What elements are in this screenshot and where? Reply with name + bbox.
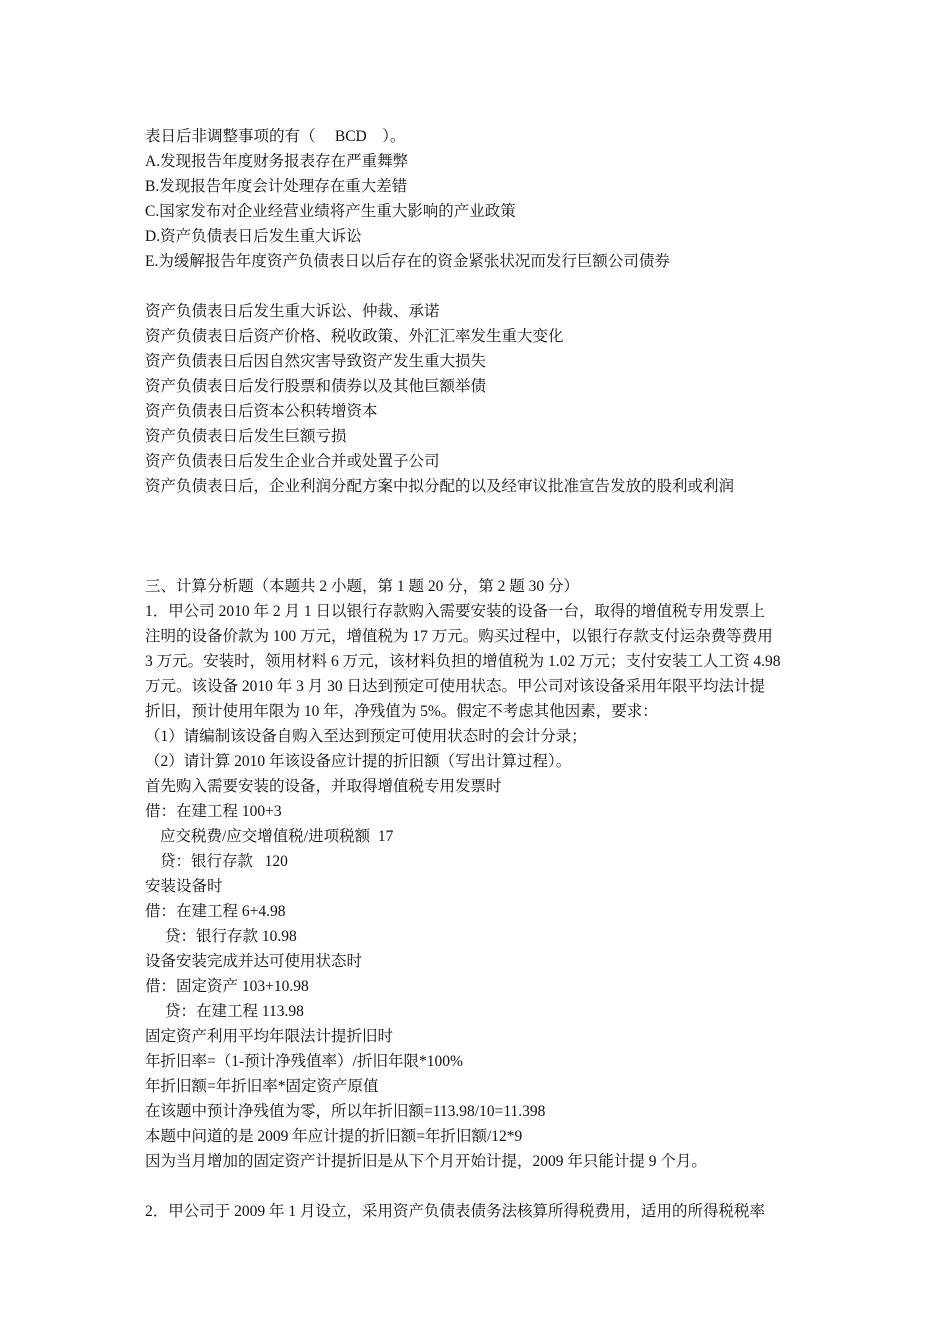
answer-step-title: 安装设备时 xyxy=(145,878,223,895)
calc-line: 年折旧额=年折旧率*固定资产原值 xyxy=(145,1078,379,1095)
question-line: 万元。该设备 2010 年 3 月 30 日达到预定可使用状态。甲公司对该设备采用年限平均法计提 xyxy=(145,678,766,695)
option-a: A.发现报告年度财务报表存在严重舞弊 xyxy=(145,153,409,170)
note-line: 资产负债表日后发生企业合并或处置子公司 xyxy=(145,453,440,470)
calc-line: 在该题中预计净残值为零，所以年折旧额=113.98/10=11.398 xyxy=(145,1103,546,1120)
option-d: D.资产负债表日后发生重大诉讼 xyxy=(145,228,362,245)
journal-debit: 应交税费/应交增值税/进项税额 17 xyxy=(160,828,394,845)
note-line: 资产负债表日后发行股票和债券以及其他巨额举债 xyxy=(145,378,487,395)
question-tail: 表日后非调整事项的有（ BCD ）。 xyxy=(145,128,406,145)
option-e: E.为缓解报告年度资产负债表日以后存在的资金紧张状况而发行巨额公司债券 xyxy=(145,253,670,270)
journal-credit: 贷：在建工程 113.98 xyxy=(165,1003,304,1020)
answer-step-title: 设备安装完成并达可使用状态时 xyxy=(145,953,363,970)
section-heading: 三、计算分析题（本题共 2 小题，第 1 题 20 分，第 2 题 30 分） xyxy=(145,578,580,595)
calc-line: 本题中问道的是 2009 年应计提的折旧额=年折旧额/12*9 xyxy=(145,1128,523,1145)
spacer xyxy=(145,1174,810,1199)
document-page xyxy=(145,124,810,1224)
note-line: 资产负债表日后，企业利润分配方案中拟分配的以及经审议批准宣告发放的股利或利润 xyxy=(145,478,735,495)
journal-debit: 借：在建工程 100+3 xyxy=(145,803,282,820)
question-line: 3 万元。安装时，领用材料 6 万元，该材料负担的增值税为 1.02 万元；支付安装工人工资 4.98 xyxy=(145,653,781,670)
question-line: 2．甲公司于 2009 年 1 月设立，采用资产负债表债务法核算所得税费用，适用的所得税税率 xyxy=(145,1203,766,1220)
question-line: 折旧，预计使用年限为 10 年，净残值为 5%。假定不考虑其他因素，要求： xyxy=(145,703,658,720)
journal-debit: 借：在建工程 6+4.98 xyxy=(145,903,286,920)
note-line: 资产负债表日后资产价格、税收政策、外汇汇率发生重大变化 xyxy=(145,328,564,345)
question-line: （1）请编制该设备自购入至达到预定可使用状态时的会计分录； xyxy=(145,728,587,745)
journal-credit: 贷：银行存款 120 xyxy=(160,853,288,870)
note-line: 资产负债表日后因自然灾害导致资产发生重大损失 xyxy=(145,353,487,370)
journal-debit: 借：固定资产 103+10.98 xyxy=(145,978,309,995)
option-b: B.发现报告年度会计处理存在重大差错 xyxy=(145,178,408,195)
answer-step-title: 首先购入需要安装的设备，并取得增值税专用发票时 xyxy=(145,778,502,795)
option-c: C.国家发布对企业经营业绩将产生重大影响的产业政策 xyxy=(145,203,516,220)
calc-line: 因为当月增加的固定资产计提折旧是从下个月开始计提，2009 年只能计提 9 个月。 xyxy=(145,1153,707,1170)
question-line: 1．甲公司 2010 年 2 月 1 日以银行存款购入需要安装的设备一台，取得的增值税专用发票上 xyxy=(145,603,766,620)
calc-line: 年折旧率=（1-预计净残值率）/折旧年限*100% xyxy=(145,1053,463,1070)
note-line: 资产负债表日后资本公积转增资本 xyxy=(145,403,378,420)
note-line: 资产负债表日后发生巨额亏损 xyxy=(145,428,347,445)
question-line: 注明的设备价款为 100 万元，增值税为 17 万元。购买过程中，以银行存款支付运杂费等费用 xyxy=(145,628,773,645)
spacer xyxy=(145,274,810,299)
spacer xyxy=(145,499,810,574)
calc-line: 固定资产利用平均年限法计提折旧时 xyxy=(145,1028,394,1045)
note-line: 资产负债表日后发生重大诉讼、仲裁、承诺 xyxy=(145,303,440,320)
question-line: （2）请计算 2010 年该设备应计提的折旧额（写出计算过程）。 xyxy=(145,753,572,770)
journal-credit: 贷：银行存款 10.98 xyxy=(165,928,297,945)
